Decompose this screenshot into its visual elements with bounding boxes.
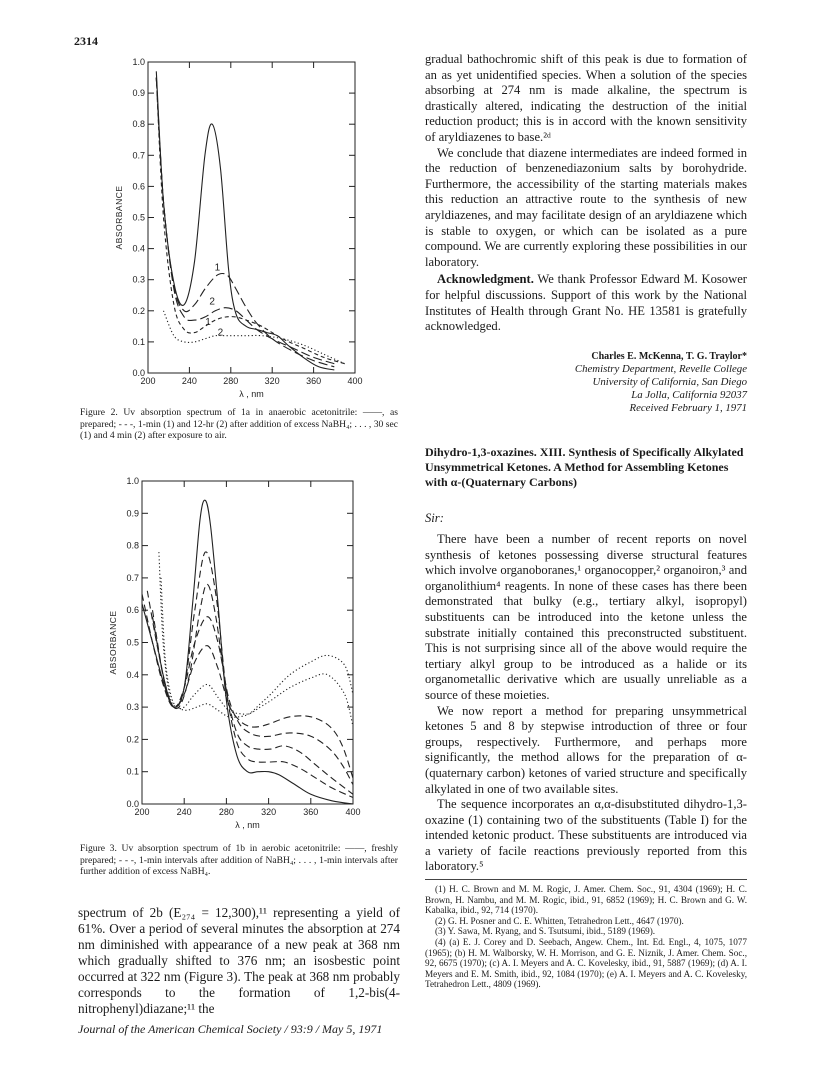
salutation: Sir: (425, 511, 444, 525)
series-line-2 (156, 78, 334, 367)
right-column-text (425, 52, 747, 335)
curve-label: 2 (217, 327, 224, 339)
series-line-3 (156, 78, 334, 364)
right-paragraph-2: We conclude that diazene intermediates are indeed formed in the reduction of benzenediazonium salts by borohydride. Furthermore, the accessibility of the starting materials makes this reduction an attractive route to the synthesis of new aryldiazenes, and may facilitate design of an aryldiazene which is stable to oxygen, or which can be isolated as a pure compound. We are currently exploring these possibilities in our laboratory. (425, 145, 747, 269)
y-tick-label: 0.0 (126, 799, 139, 809)
figure-2-caption (80, 407, 398, 442)
figure-3-chart (88, 473, 378, 838)
y-axis-label: ABSORBANCE (108, 610, 118, 675)
figure-2-svg (88, 50, 378, 399)
y-tick-label: 0.2 (126, 734, 139, 745)
y-tick-label: 0.3 (126, 702, 139, 713)
x-tick-label: 400 (347, 376, 363, 386)
reference-item: (4) (a) E. J. Corey and D. Seebach, Angew. Chem., Int. Ed. Engl., 4, 1075, 1077 (1965); (b) H. M. Walborsky, W. H. Morrison, and G. E. Niznik, J. Amer. Chem. Soc., 92, 6675 (1970); (c) A. I. Meyers and A. C. Kovelesky, ibid., 91, 5887 (1969); (d) A. I. Meyers and E. M. Smith, ibid., 92, 1084 (1970); (e) A. I. Meyers and A. C. Kovelesky, Tetrahedron Lett., 4809 (1969). (425, 936, 747, 990)
y-tick-label: 0.7 (132, 150, 145, 161)
signature-university: University of California, San Diego (592, 376, 747, 388)
x-tick-label: 360 (306, 376, 322, 386)
y-tick-label: 1.0 (126, 476, 139, 486)
x-tick-label: 240 (181, 376, 197, 386)
signature-block (520, 350, 747, 415)
y-tick-label: 0.3 (132, 274, 145, 285)
x-tick-label: 400 (345, 807, 361, 817)
series-line-4 (156, 78, 344, 364)
curve-label: 1 (205, 316, 211, 328)
plot-frame (142, 481, 353, 804)
y-tick-label: 0.4 (132, 243, 145, 254)
body-paragraph-1: There have been a number of recent reports on novel synthesis of ketones possessing diverse structural features which involve organoboranes,¹ organocopper,² organoiron,³ and organolithium⁴ reagents. In none of these cases has there been demonstrated that bulky (e.g., tertiary alkyl, isopropyl) substituents can be introduced into the ketone unless the substrate initially contained this preconstructed substituent. This is not surprising since all of the above would require the tertiary alkyl group to be introduced as a halide or its organometallic derivative which are usually unreliable as a source of these moieties. (425, 532, 747, 702)
y-tick-label: 0.9 (132, 88, 145, 99)
left-paragraph: spectrum of 2b (E₂₇₄ = 12,300),¹¹ representing a yield of 61%. Over a period of several minutes the absorption at 274 nm diminished with appearance of a new peak at 368 nm which gradually shifted to 376 nm; an isosbestic point occurred at 322 nm (Figure 3). The peak at 368 nm probably corresponds to the formation of 1,2-bis(4-nitrophenyl)diazane;¹¹ the (78, 905, 400, 1016)
plot-frame (148, 62, 355, 373)
article-body (425, 532, 747, 875)
y-tick-label: 0.8 (126, 540, 139, 551)
signature-dept: Chemistry Department, Revelle College (574, 363, 747, 375)
figure-2-caption-text: Uv absorption spectrum of 1a in anaerobic acetonitrile: ——, as prepared; - - -, 1-min (1) and 12-hr (2) after addition of excess NaBH₄; . . . , 30 sec (1) and 4 min (2) after exposure to air. (80, 407, 398, 441)
y-tick-label: 0.2 (132, 305, 145, 316)
reference-item: (3) Y. Sawa, M. Ryang, and S. Tsutsumi, ibid., 5189 (1969). (435, 926, 656, 937)
x-tick-label: 360 (303, 807, 319, 817)
acknowledgment-label: Acknowledgment. (437, 272, 534, 287)
page-number: 2314 (74, 34, 98, 48)
y-tick-label: 0.0 (132, 368, 145, 378)
series-line-5 (164, 311, 345, 364)
right-paragraph-1: gradual bathochromic shift of this peak is due to formation of an as yet unidentified species. When a solution of the species absorbing at 274 nm is made alkaline, the spectrum is drastically altered, indicating the destruction of the initial reduction product; this is in accord with the known sensitivity of aryldiazenes to base.²ᵈ (425, 52, 747, 144)
references-divider (425, 879, 747, 880)
series-line-5 (153, 617, 354, 779)
y-axis-label: ABSORBANCE (114, 185, 124, 250)
acknowledgment (425, 272, 747, 334)
x-tick-label: 280 (218, 807, 234, 817)
x-axis-label: λ , nm (239, 389, 264, 399)
y-tick-label: 0.6 (132, 181, 145, 192)
series-line-4 (153, 610, 354, 784)
x-tick-label: 240 (176, 807, 192, 817)
article-title: Dihydro-1,3-oxazines. XIII. Synthesis of Specifically Alkylated Unsymmetrical Ketones. A Method for Assembling Ketones with α-(Quaternary Carbons) (425, 445, 744, 489)
body-paragraph-3: The sequence incorporates an α,α-disubstituted dihydro-1,3-oxazine (1) containing two of the substituents (Table I) for the intended ketonic product. These substituents are introduced via a variety of facile reactions previously reported from this laboratory.⁵ (425, 797, 747, 874)
x-tick-label: 280 (223, 376, 239, 386)
series-line-2 (142, 552, 353, 798)
reference-item: (1) H. C. Brown and M. M. Rogic, J. Amer. Chem. Soc., 91, 4304 (1969); H. C. Brown, H. Nambu, and M. M. Rogic, ibid., 91, 6852 (1969); H. C. Brown and G. W. Kabalka, ibid., 92, 714 (1970). (425, 884, 747, 916)
signature-received: Received February 1, 1971 (629, 402, 747, 414)
series-line-1 (156, 71, 334, 370)
x-tick-label: 320 (261, 807, 277, 817)
x-tick-label: 200 (140, 376, 156, 386)
y-tick-label: 0.6 (126, 605, 139, 616)
y-tick-label: 0.5 (132, 212, 145, 223)
series-line-3 (147, 584, 353, 794)
figure-3-caption-text: Uv absorption spectrum of 1b in aerobic acetonitrile: ——, freshly prepared; - - -, 1-min intervals after addition of NaBH₄; . . . , 1-min intervals after further addition of excess NaBH₄. (80, 843, 398, 877)
series-line-1 (142, 500, 353, 804)
figure-3-svg (88, 473, 378, 838)
left-column-text (78, 905, 400, 1017)
y-tick-label: 0.1 (132, 336, 145, 347)
y-tick-label: 0.4 (126, 669, 139, 680)
figure-2-label: Figure 2. (80, 407, 118, 418)
acknowledgment-text: We thank Professor Edward M. Kosower for helpful discussions. Support of this work by the National Institutes of Health through Grant No. HE 13581 is gratefully acknowledged. (425, 272, 747, 334)
y-tick-label: 0.5 (126, 637, 139, 648)
y-tick-label: 0.8 (132, 119, 145, 130)
body-paragraph-2: We now report a method for preparing unsymmetrical ketones 5 and 8 by stepwise introduction of three or four groups, respectively. Furthermore, and perhaps more significantly, the method allows for the preparation of α-(quaternary carbon) ketones of varied structure and specifically alkylated in one of two available sites. (425, 703, 747, 796)
figure-3-label: Figure 3. (80, 843, 117, 854)
y-tick-label: 0.1 (126, 766, 139, 777)
references (425, 884, 747, 990)
journal-footer: Journal of the American Chemical Society / 93:9 / May 5, 1971 (78, 1022, 383, 1036)
y-tick-label: 1.0 (132, 57, 145, 67)
figure-3-caption (80, 843, 398, 878)
x-tick-label: 200 (134, 807, 150, 817)
curve-label: 1 (214, 262, 221, 274)
series-line-6 (159, 552, 353, 726)
x-tick-label: 320 (264, 376, 280, 386)
signature-city: La Jolla, California 92037 (631, 389, 747, 401)
x-axis-label: λ , nm (235, 820, 260, 830)
y-tick-label: 0.7 (126, 572, 139, 583)
y-tick-label: 0.9 (126, 508, 139, 519)
signature-authors: Charles E. McKenna, T. G. Traylor* (591, 351, 747, 362)
reference-item: (2) G. H. Posner and C. E. Whitten, Tetrahedron Lett., 4647 (1970). (435, 915, 684, 926)
figure-2-chart (88, 50, 378, 399)
curve-label: 2 (209, 296, 215, 308)
